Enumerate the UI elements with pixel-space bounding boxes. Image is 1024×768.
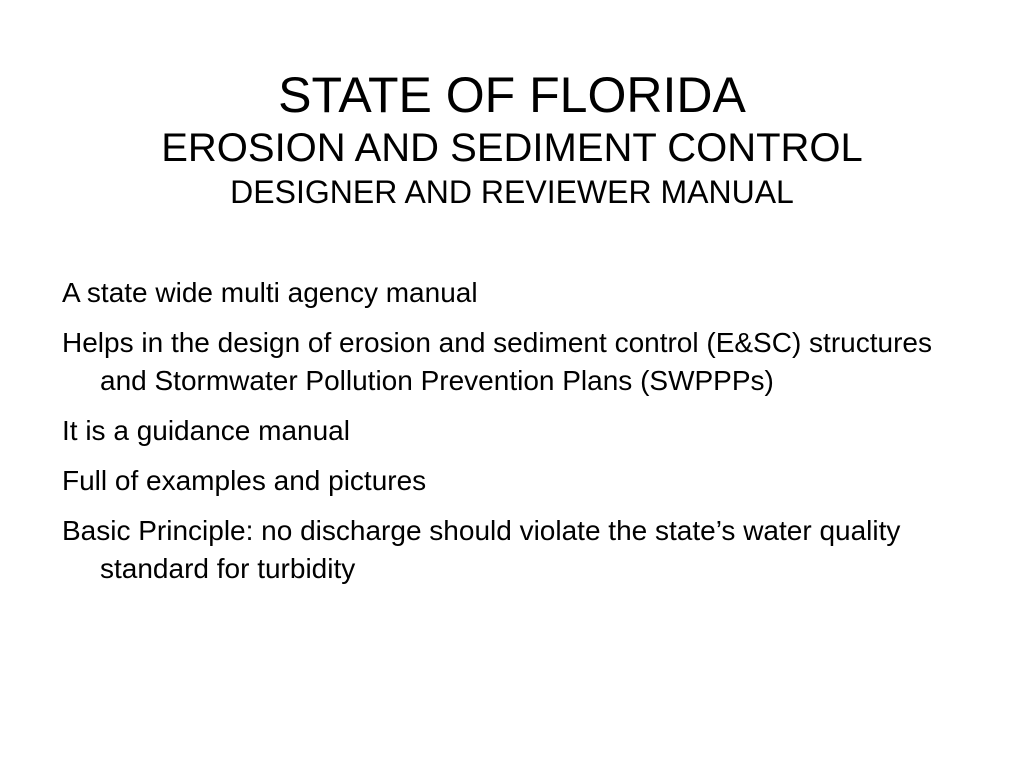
title-subtitle: EROSION AND SEDIMENT CONTROL <box>161 126 863 170</box>
title-main: STATE OF FLORIDA <box>278 67 746 123</box>
bullet-item: Helps in the design of erosion and sediment control (E&SC) structures and Stormwater Pollution Prevention Plans (SWPPPs) <box>62 327 932 396</box>
slide-title <box>0 66 1024 212</box>
bullet-item: Full of examples and pictures <box>62 465 427 496</box>
bullet-item: A state wide multi agency manual <box>62 277 478 308</box>
bullet-item: Basic Principle: no discharge should violate the state’s water quality standard for turbidity <box>62 515 901 584</box>
bullet-list <box>62 274 962 600</box>
title-tagline: DESIGNER AND REVIEWER MANUAL <box>230 174 794 210</box>
bullet-item: It is a guidance manual <box>62 415 350 446</box>
